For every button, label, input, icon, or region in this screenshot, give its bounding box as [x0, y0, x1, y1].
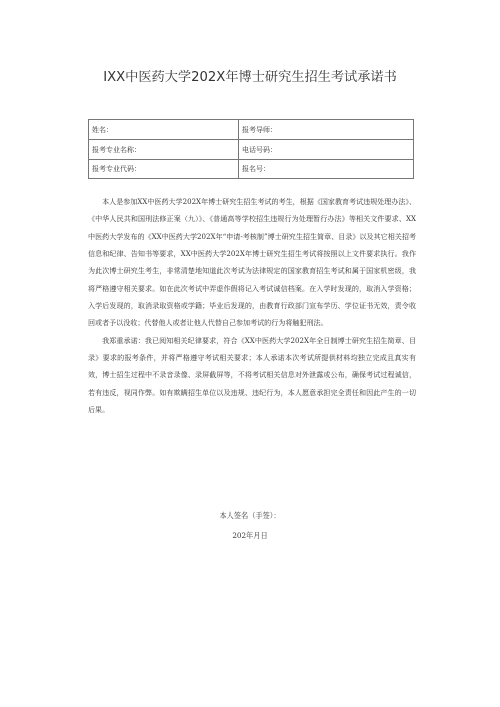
signature-label: 本人签名（手签）：: [219, 511, 281, 520]
table-row: [89, 160, 413, 178]
document-title: IXX中医药大学202X年博士研究生招生考试承诺书: [103, 70, 397, 85]
table-row: [89, 140, 413, 160]
table-row: [89, 120, 413, 140]
date-line: 202年月日: [232, 531, 268, 540]
body-paragraph-1: 本人是参加XX中医药大学202X年博士研究生招生考试的考生，根据《国家教育考试违规处理办法》、《中华人民共和国刑法修正案（九）》、《普通高等学校招生违规行为处理暂行办法》等相关文件要求、XX中医药大学发布的《XX中医药大学202X年“申请-考核制”博士研究生招生简章、目录》以及其它相关招考信息和纪律、告知书等要求，XX中医药大学202X年博士研究生招生考试将按照以上文件要求执行。我作为此次博士研究生考生，非常清楚地知道此次考试为法律规定的国家教育招生考试和属于国家机密级，我将严格遵守相关要求。如在此次考试中弄虚作假将记入考试诚信档案。在入学时发现的，取消入学资格；入学后发现的，取消录取资格或学籍；毕业后发现的，由教育行政部门宣布学历、学位证书无效，责令收回或者予以没收；代替他人或者让他人代替自己参加考试的行为将触犯刑法。: [88, 197, 416, 328]
table-cell-major-code: 报考专业代码：: [89, 160, 239, 178]
table-cell-major-name: 报考专业名称：: [89, 140, 239, 159]
table-cell-advisor: 报考导师：: [242, 126, 277, 134]
applicant-info-table: [88, 119, 414, 179]
table-cell-name: 姓名：: [89, 120, 239, 139]
table-cell-registration-number: 报名号：: [242, 165, 270, 173]
body-paragraph-2: 我郑重承诺：我已阅知相关纪律要求，符合《XX中医药大学202X年全日制博士研究生招生简章、目录》要求的报考条件，并将严格遵守考试相关要求；本人承诺本次考试所提供材料均独立完成且真实有效，博士招生过程中不录音录像、录屏截屏等，不将考试相关信息对外泄露或公布，确保考试过程诚信，若有违反，视同作弊。如有欺瞒招生单位以及违规、违纪行为，本人愿意承担完全责任和因此产生的一切后果。: [88, 335, 416, 415]
commitment-body: [88, 193, 416, 418]
table-cell-phone: 电话号码：: [242, 146, 277, 154]
